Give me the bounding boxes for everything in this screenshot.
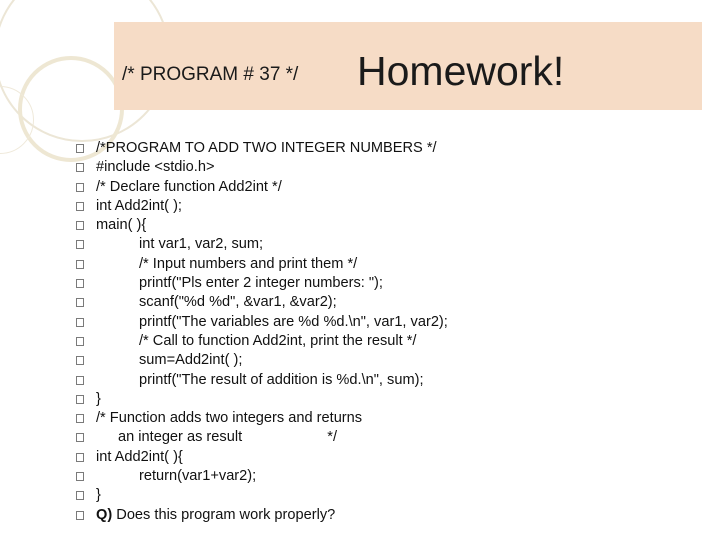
question-label: Q) <box>96 506 113 523</box>
bullet-icon <box>76 433 84 442</box>
question-text: Does this program work properly? <box>112 506 336 523</box>
bullet-icon <box>76 221 84 230</box>
bullet-icon <box>76 318 84 327</box>
bullet-icon <box>76 376 84 385</box>
bullet-icon <box>76 491 84 500</box>
bullet-icon <box>76 337 84 346</box>
slide-title: Homework! <box>357 48 565 94</box>
bullet-icon <box>76 202 84 211</box>
bullet-icon <box>76 260 84 269</box>
bullet-icon <box>76 163 84 172</box>
slide-title-prefix: /* PROGRAM # 37 */ <box>122 64 299 85</box>
bullet-icon <box>76 298 84 307</box>
bullet-icon <box>76 395 84 404</box>
bullet-icon <box>76 144 84 153</box>
bullet-icon <box>76 183 84 192</box>
bullet-icon <box>76 279 84 288</box>
bullet-icon <box>76 472 84 481</box>
bullet-icon <box>76 511 84 520</box>
bullet-icon <box>76 356 84 365</box>
bullet-icon <box>76 453 84 462</box>
bullet-icon <box>76 240 84 249</box>
bullet-icon <box>76 414 84 423</box>
